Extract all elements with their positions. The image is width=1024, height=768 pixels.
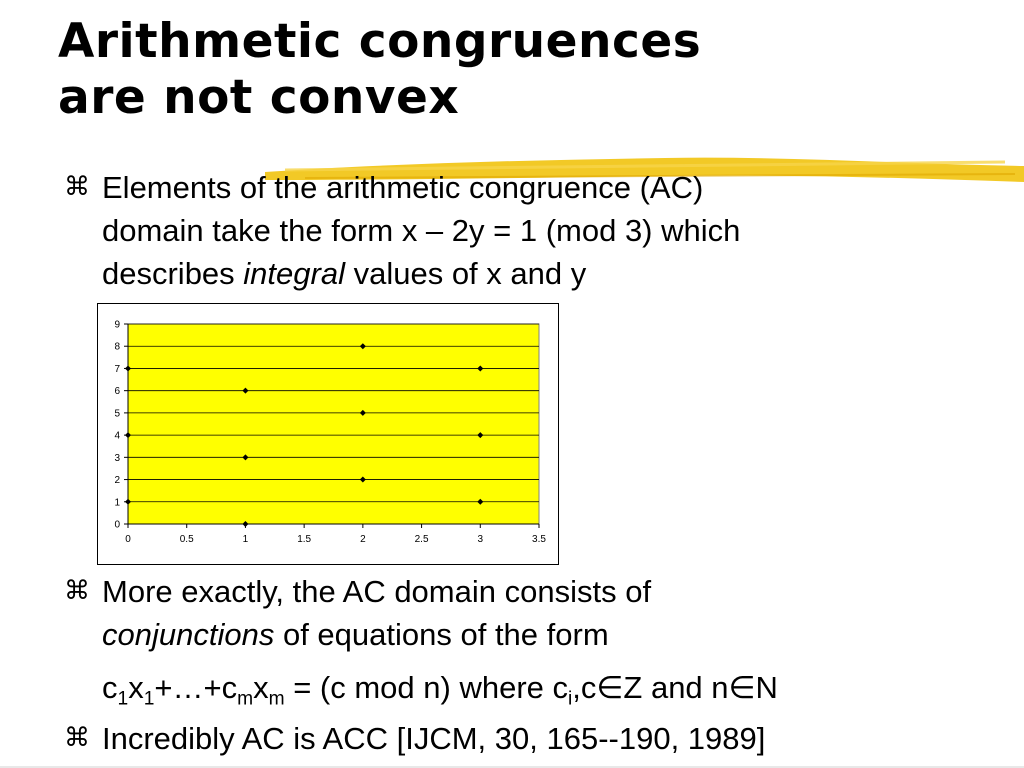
bullet-2-line-1: More exactly, the AC domain consists of <box>102 574 652 609</box>
formula-mid: = (c mod n) where c <box>284 670 568 705</box>
bullet-2-emphasis: conjunctions <box>102 617 275 652</box>
bullet-glyph-icon: ⌘ <box>64 576 90 606</box>
bullet-2-line-2 <box>102 613 778 656</box>
formula-x: x <box>128 670 144 705</box>
y-tick-label: 5 <box>114 408 120 420</box>
bullet-2-line-2-post: of equations of the form <box>274 617 609 652</box>
bullet-1-emphasis: integral <box>243 256 345 291</box>
y-tick-label: 6 <box>114 386 120 398</box>
bullet-ac-conjunctions <box>64 570 778 709</box>
plot-area <box>128 324 539 524</box>
x-tick-label: 2 <box>360 534 366 545</box>
bullet-1-line-3-pre: describes <box>102 256 244 291</box>
formula-x2: x <box>253 670 269 705</box>
bullet-1-line-1: Elements of the arithmetic congruence (AC) <box>102 170 704 205</box>
x-tick-label: 1 <box>242 534 249 545</box>
scatter-chart-svg <box>98 304 558 564</box>
bullet-3-line-1: Incredibly AC is ACC [IJCM, 30, 165--190, 1989] <box>102 721 766 756</box>
slide-title <box>58 14 701 126</box>
y-tick-label: 1 <box>114 497 120 509</box>
title-line-2: are not convex <box>58 70 460 125</box>
bullet-2-formula <box>102 666 778 709</box>
y-tick-label: 9 <box>114 319 120 331</box>
formula-sub-i: i <box>568 688 573 710</box>
y-tick-label: 2 <box>114 475 120 487</box>
formula-c: c <box>102 670 118 705</box>
bullet-glyph-icon: ⌘ <box>64 172 90 202</box>
bullet-ac-definition <box>64 166 740 295</box>
y-tick-label: 0 <box>114 519 120 531</box>
formula-sub-1b: 1 <box>143 688 155 710</box>
x-tick-label: 1.5 <box>297 534 312 545</box>
bullet-1-line-3 <box>102 252 740 295</box>
title-line-1: Arithmetic congruences <box>58 14 702 69</box>
formula-sub-m: m <box>237 688 254 710</box>
formula-sub-m2: m <box>268 688 285 710</box>
x-tick-label: 0 <box>125 534 131 545</box>
x-tick-label: 0.5 <box>179 534 194 545</box>
scatter-chart <box>97 303 559 565</box>
y-tick-label: 4 <box>114 430 120 442</box>
bullet-1-line-3-post: values of x and y <box>344 256 587 291</box>
y-tick-label: 7 <box>114 363 120 375</box>
y-tick-label: 3 <box>114 452 120 464</box>
bullet-glyph-icon: ⌘ <box>64 723 90 753</box>
y-tick-label: 8 <box>114 341 120 353</box>
x-tick-label: 3 <box>477 534 484 545</box>
x-tick-label: 3.5 <box>532 534 546 545</box>
bullet-ac-acc <box>64 717 765 760</box>
formula-dots: +…+c <box>154 670 238 705</box>
bullet-1-line-2: domain take the form x – 2y = 1 (mod 3) which <box>102 213 741 248</box>
formula-tail: ,c∈Z and n∈N <box>572 670 778 705</box>
formula-sub-1: 1 <box>117 688 129 710</box>
x-tick-label: 2.5 <box>414 534 429 545</box>
